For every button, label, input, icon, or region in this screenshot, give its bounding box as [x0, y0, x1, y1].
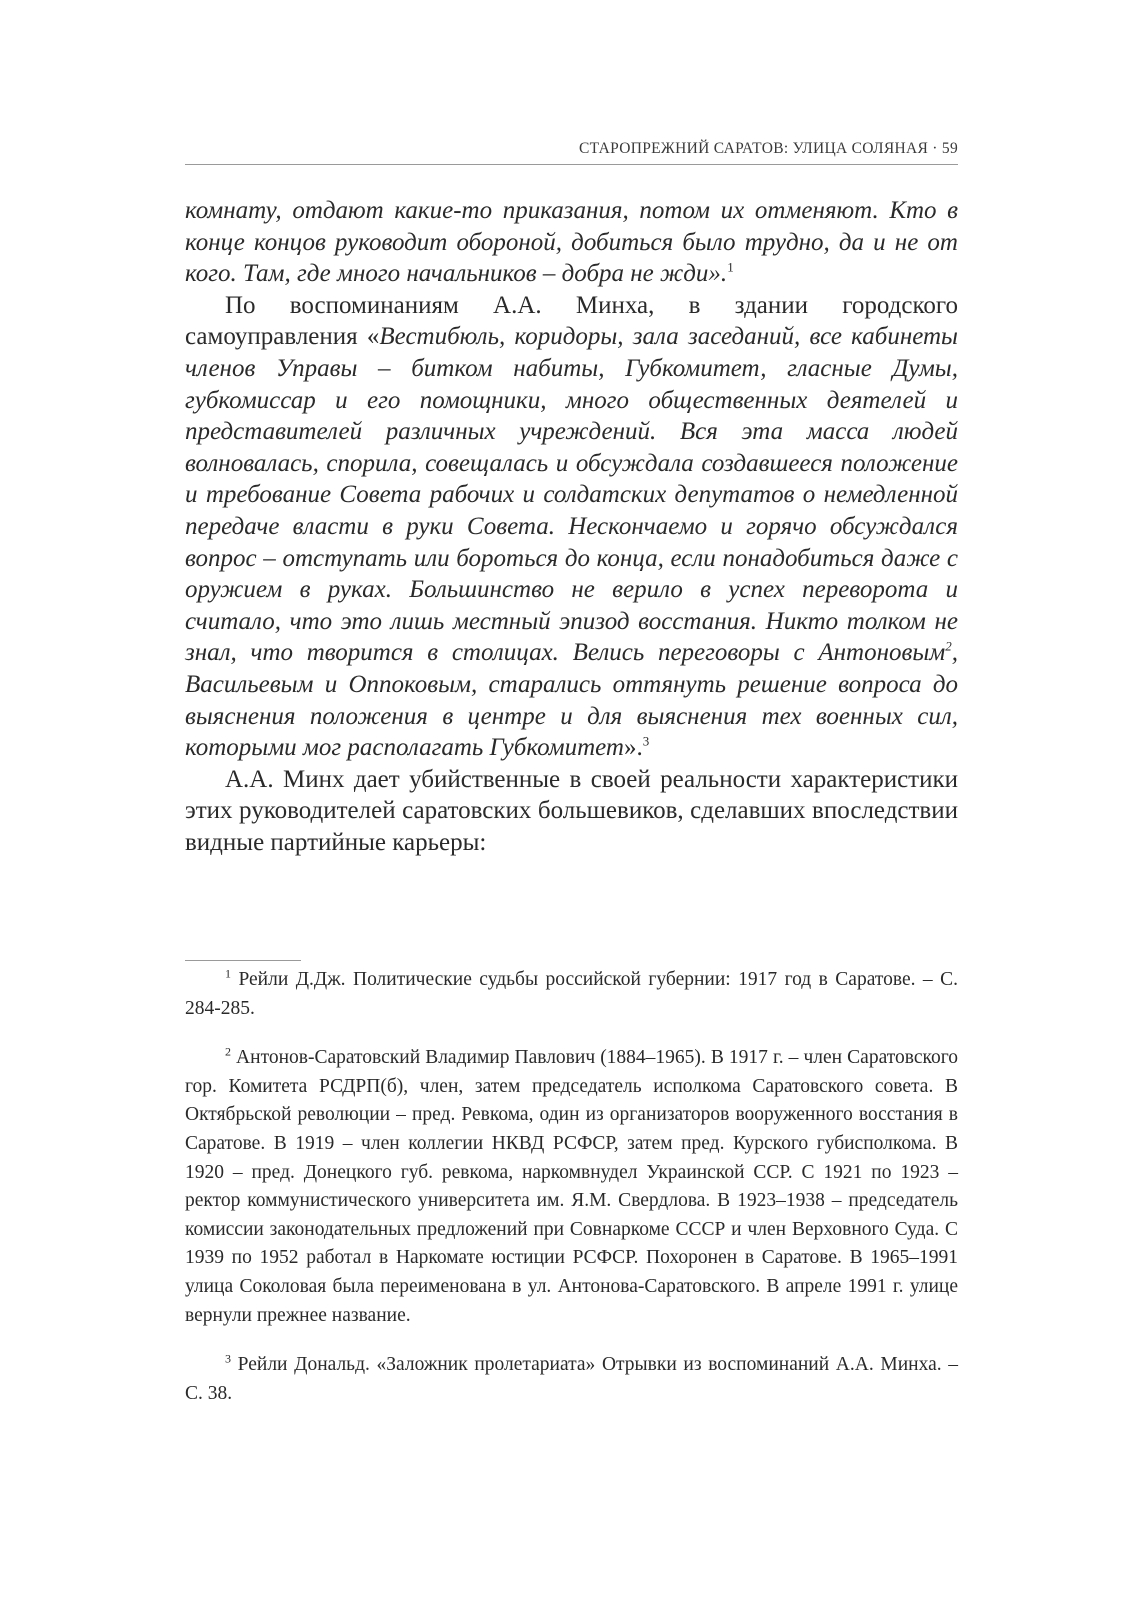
footnote-3: [185, 1351, 958, 1408]
footnote-ref-2[interactable]: 2: [945, 638, 952, 654]
footnote-number-2: 2: [225, 1044, 231, 1059]
footnote-1: [185, 966, 958, 1023]
paragraph-3: А.А. Минх дает убийственные в своей реальности характеристики этих руководителей саратовских большевиков, сделавших впоследствии видные партийные карьеры:: [185, 765, 958, 856]
footnote-number-3: 3: [225, 1351, 231, 1366]
footnotes: [185, 966, 958, 1429]
header-rule: [185, 164, 958, 165]
quote-continuation: комнату, отдают какие-то приказания, потом их отменяют. Кто в конце концов руководит обороной, добиться было трудно, да и не от кого. Там, где много начальников – добра не жди».: [185, 197, 958, 288]
footnote-3-text: Рейли Дональд. «Заложник пролетариата» Отрывки из воспоминаний А.А. Минха. – С. 38.: [185, 1354, 958, 1404]
footnote-number-1: 1: [225, 966, 231, 981]
minkh-quote-part-a: Вестибюль, коридоры, зала заседаний, все кабинеты членов Управы – битком набиты, Губкомитет, гласные Думы, губкомиссар и его помощники, много общественных деятелей и представителей различных учреждений. Вся эта масса людей волновалась, спорила, совещалась и обсуждала создавшееся положение и требование Совета рабочих и солдатских депутатов о немедленной передаче власти в руки Совета. Нескончаемо и горячо обсуждался вопрос – отступать или бороться до конца, если понадобиться даже с оружием в руках. Большинство не верило в успех переворота и считало, что это лишь местный эпизод восстания. Никто толком не знал, что творится в столицах. Велись переговоры с Антоновым: [185, 323, 958, 667]
running-title: СТАРОПРЕЖНИЙ САРАТОВ: УЛИЦА СОЛЯНАЯ: [578, 140, 929, 157]
footnote-1-text: Рейли Д.Дж. Политические судьбы российской губернии: 1917 год в Саратове. – С. 284-285.: [185, 969, 958, 1019]
minkh-quote-part-b: , Васильевым и Оппоковым, старались оттянуть решение вопроса до выяснения положения в центре и для выяснения тех военных сил, которыми мог располагать Губкомитет: [185, 639, 958, 762]
paragraph-2: [185, 290, 958, 764]
paragraph-2-lead: По воспоминаниям А.А. Минха, в здании городского самоуправления «: [185, 291, 958, 351]
page-number: 59: [941, 140, 958, 157]
header-separator: ·: [928, 140, 942, 157]
running-header: [185, 140, 958, 158]
footnote-2-text: Антонов-Саратовский Владимир Павлович (1884–1965). В 1917 г. – член Саратовского гор. Комитета РСДРП(б), член, затем председатель исполкома Саратовского совета. В Октябрьской революции – пред. Ревкома, один из организаторов вооруженного восстания в Саратове. В 1919 – член коллегии НКВД РСФСР, затем пред. Курского губисполкома. В 1920 – пред. Донецкого губ. ревкома, наркомвнудел Украинской ССР. С 1921 по 1923 – ректор коммунистического университета им. Я.М. Свердлова. В 1923–1938 – председатель комиссии законодательных предложений при Совнаркоме СССР и член Верховного Суда. С 1939 по 1952 работал в Наркомате юстиции РСФСР. Похоронен в Саратове. В 1965–1991 улица Соколовая была переименована в ул. Антонова-Саратовского. В апреле 1991 г. улице вернули прежнее название.: [185, 1047, 958, 1326]
footnote-ref-1[interactable]: 1: [727, 259, 734, 275]
quote-close: ».: [623, 734, 643, 762]
footnote-rule: [185, 960, 301, 961]
footnote-ref-3[interactable]: 3: [642, 733, 650, 749]
main-text: [185, 195, 958, 858]
paragraph-1: [185, 195, 958, 290]
footnote-2: [185, 1044, 958, 1330]
